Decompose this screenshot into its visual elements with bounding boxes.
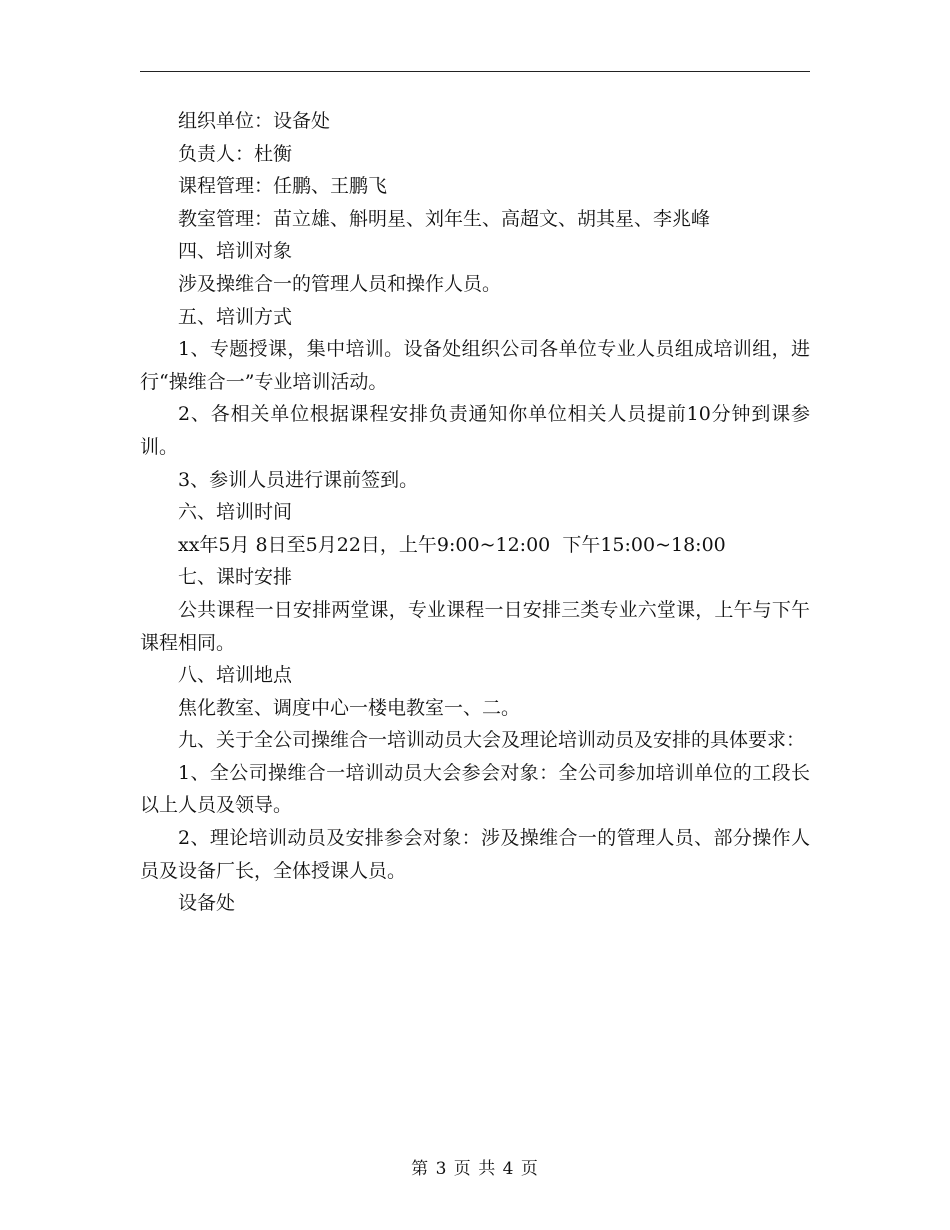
section-heading-training-location: 八、培训地点 <box>178 664 293 687</box>
paragraph-training-target: 涉及操维合一的管理人员和操作人员。 <box>178 272 502 295</box>
page-footer: 第 3 页 共 4 页 <box>411 1159 539 1179</box>
header-rule <box>140 71 810 72</box>
paragraph-person-in-charge: 负责人：杜衡 <box>178 142 293 165</box>
section-heading-training-method: 五、培训方式 <box>178 305 293 328</box>
paragraph-method-1: 1、专题授课，集中培训。设备处组织公司各单位专业人员组成培训组，进行“操维合一”专业培训活动。 <box>140 338 810 393</box>
document-body <box>140 105 810 920</box>
paragraph-method-2: 2、各相关单位根据课程安排负责通知你单位相关人员提前10分钟到课参训。 <box>140 403 810 458</box>
paragraph-signature: 设备处 <box>178 892 236 915</box>
paragraph-method-3: 3、参训人员进行课前签到。 <box>178 468 419 491</box>
paragraph-training-location: 焦化教室、调度中心一楼电教室一、二。 <box>178 696 521 719</box>
section-heading-requirements: 九、关于全公司操维合一培训动员大会及理论培训动员及安排的具体要求： <box>178 729 806 752</box>
paragraph-course-management: 课程管理：任鹏、王鹏飞 <box>178 175 388 198</box>
section-heading-training-target: 四、培训对象 <box>178 240 293 263</box>
paragraph-requirement-2: 2、理论培训动员及安排参会对象：涉及操维合一的管理人员、部分操作人员及设备厂长，全体授课人员。 <box>140 827 810 882</box>
paragraph-classroom-management: 教室管理：苗立雄、斛明星、刘年生、高超文、胡其星、李兆峰 <box>178 207 711 230</box>
section-heading-class-schedule: 七、课时安排 <box>178 566 293 589</box>
paragraph-requirement-1: 1、全公司操维合一培训动员大会参会对象：全公司参加培训单位的工段长以上人员及领导。 <box>140 761 810 817</box>
section-heading-training-time: 六、培训时间 <box>178 501 293 524</box>
paragraph-class-schedule: 公共课程一日安排两堂课，专业课程一日安排三类专业六堂课，上午与下午课程相同。 <box>140 598 810 654</box>
paragraph-organizer: 组织单位：设备处 <box>178 110 331 132</box>
paragraph-training-time: xx年5月 8日至5月22日，上午9:00~12:00 下午15:00~18:00 <box>178 533 726 556</box>
